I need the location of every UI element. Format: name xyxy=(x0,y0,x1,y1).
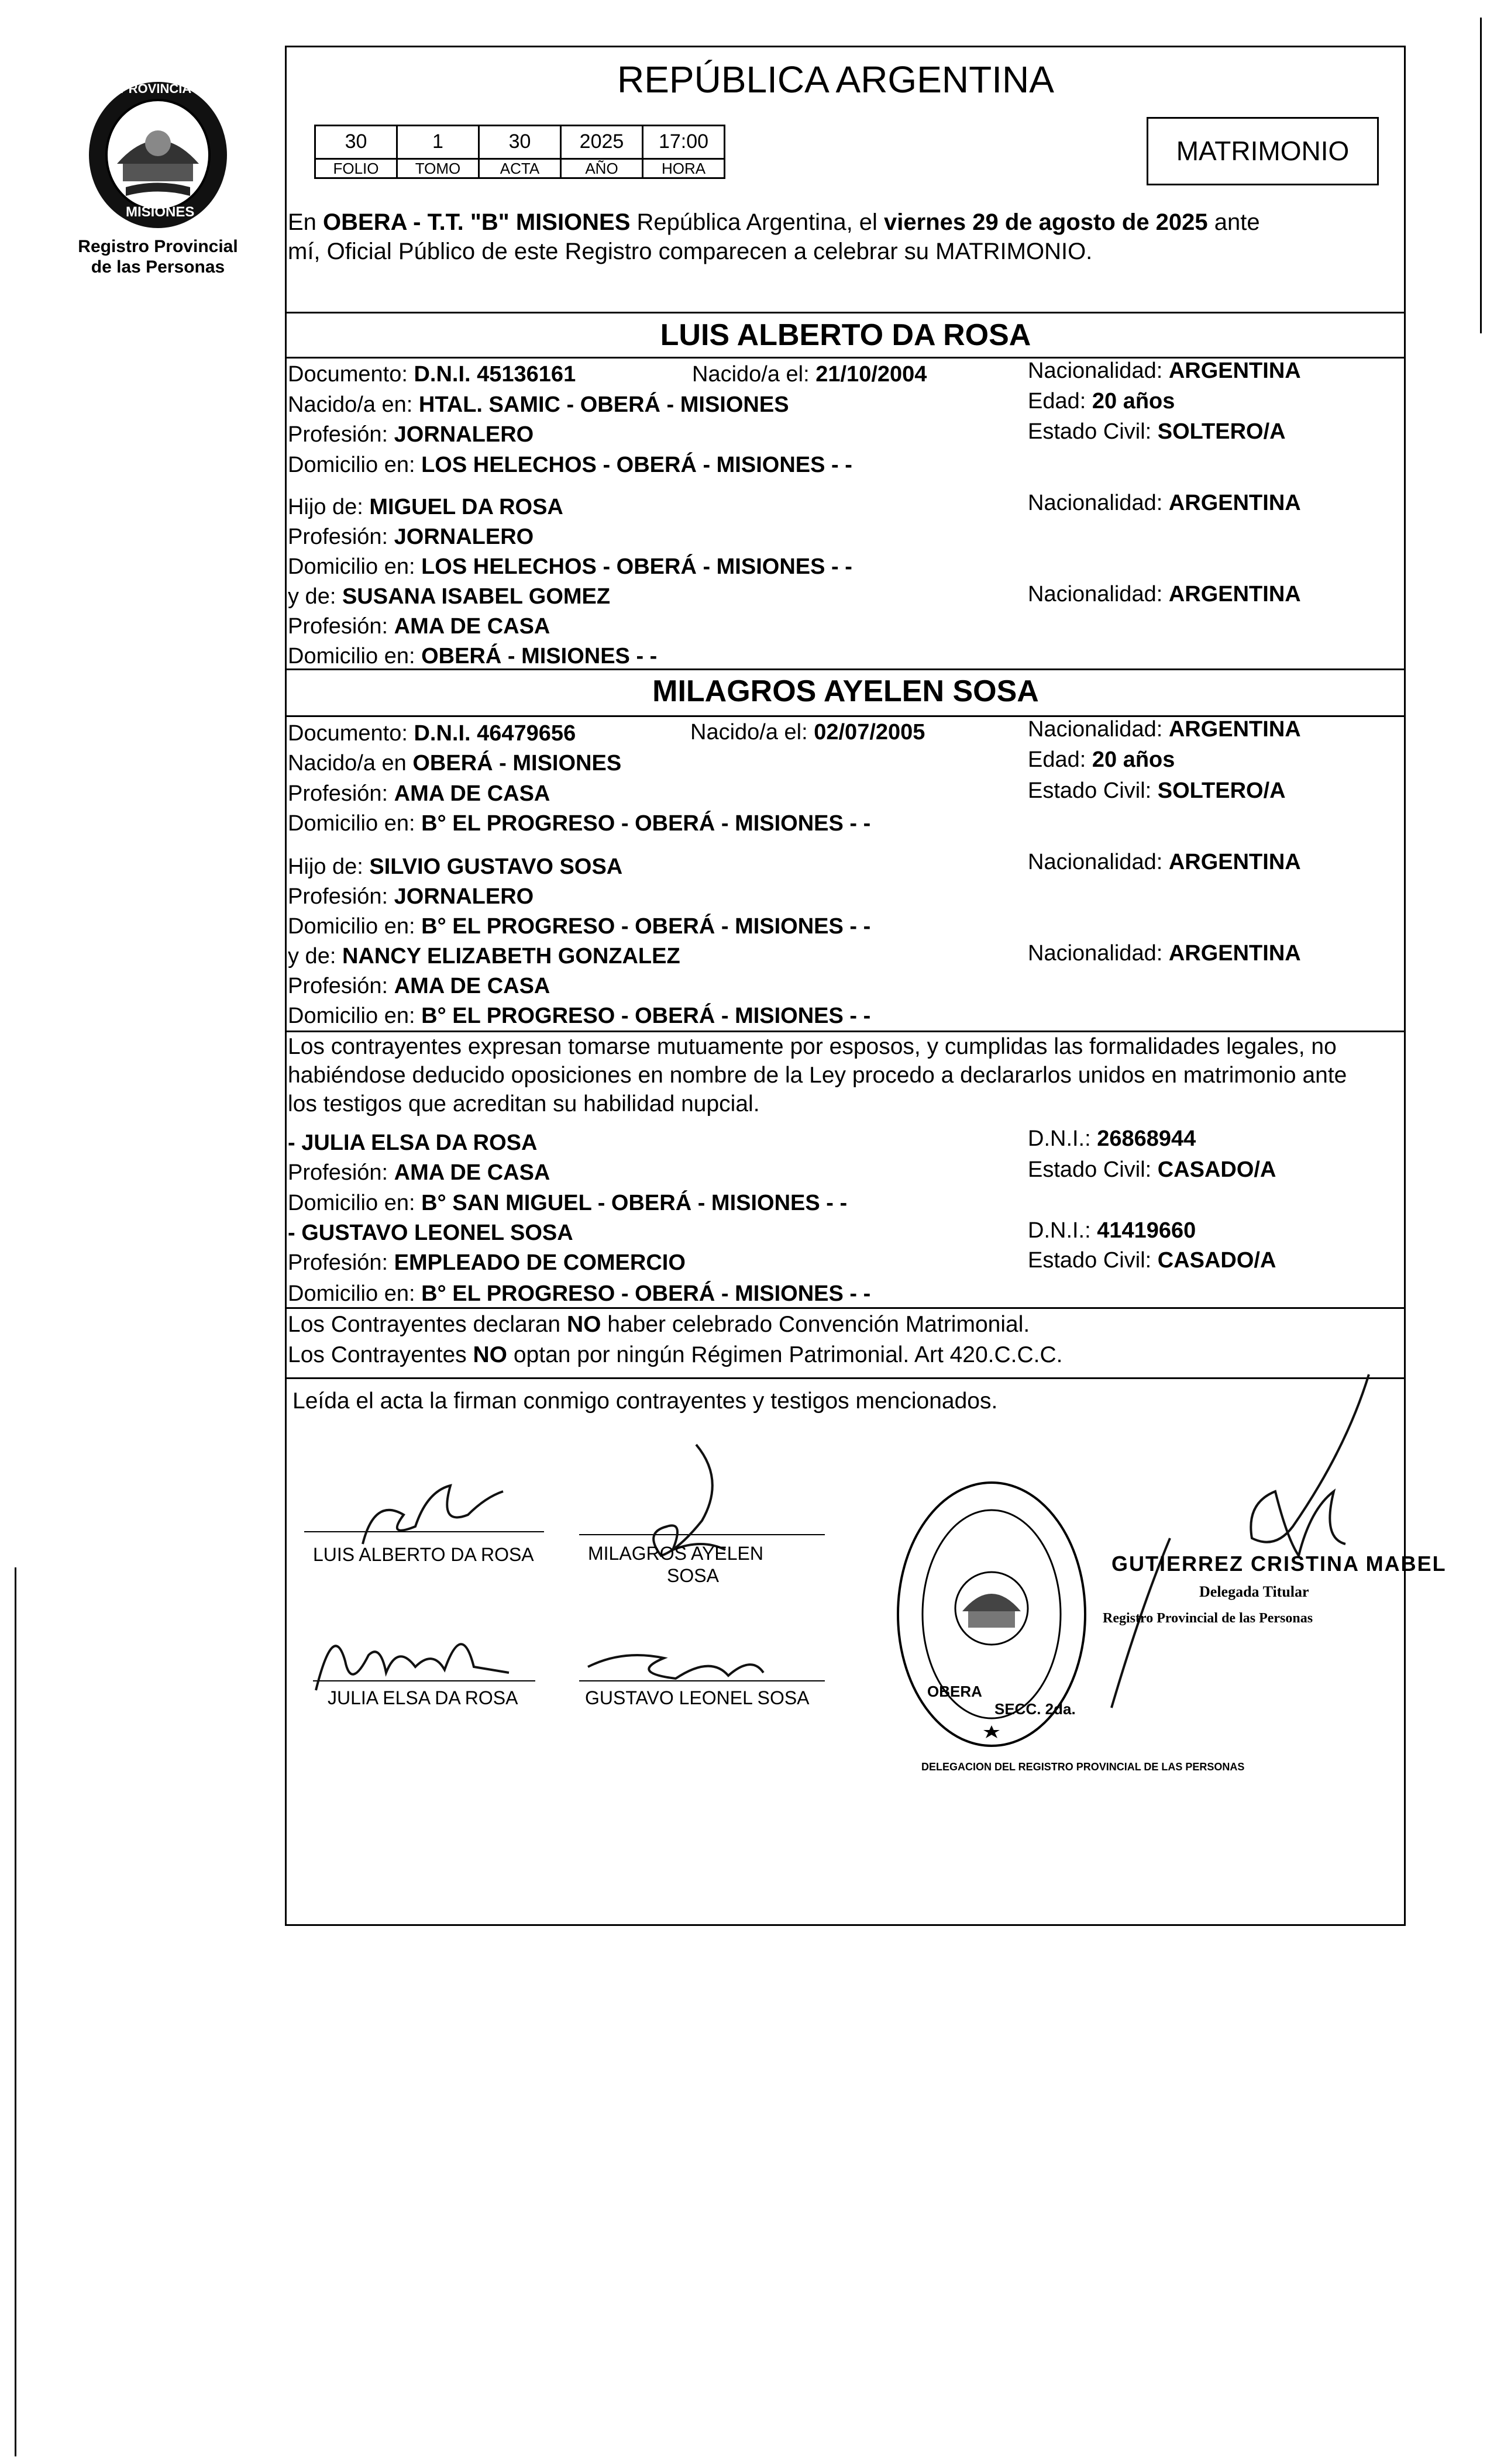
groom-father: Hijo de: MIGUEL DA ROSA xyxy=(288,495,563,519)
official-signature-scribble xyxy=(1100,1363,1392,1714)
declaration-line-3: los testigos que acreditan su habilidad nupcial. xyxy=(288,1091,760,1116)
witness-2-name: - GUSTAVO LEONEL SOSA xyxy=(288,1221,573,1245)
witness-2-civil-status: Estado Civil: CASADO/A xyxy=(1028,1248,1276,1273)
bride-signature-label-line2: SOSA xyxy=(667,1565,719,1586)
groom-mother-profession: Profesión: AMA DE CASA xyxy=(288,614,550,639)
intro-text-b: República Argentina, el xyxy=(630,209,884,235)
logo-caption-line1: Registro Provincial xyxy=(78,237,238,256)
act-type-box xyxy=(1147,117,1379,185)
official-name: GUTIERREZ CRISTINA MABEL xyxy=(1111,1552,1447,1576)
witness-1-civil-status: Estado Civil: CASADO/A xyxy=(1028,1157,1276,1182)
intro-text-c: ante xyxy=(1207,209,1260,235)
regime-line-2: Los Contrayentes NO optan por ningún Régimen Patrimonial. Art 420.C.C.C. xyxy=(288,1342,1063,1367)
bride-father-nationality: Nacionalidad: ARGENTINA xyxy=(1028,850,1301,874)
groom-mother-domicile: Domicilio en: OBERÁ - MISIONES - - xyxy=(288,644,658,668)
groom-profession: Profesión: JORNALERO xyxy=(288,422,534,447)
section-divider-bride-top xyxy=(285,668,1406,670)
intro-line-2: mí, Oficial Público de este Registro comparecen a celebrar su MATRIMONIO. xyxy=(288,239,1093,264)
groom-father-profession: Profesión: JORNALERO xyxy=(288,525,534,549)
intro-date: viernes 29 de agosto de 2025 xyxy=(884,209,1208,235)
witness-2-domicile: Domicilio en: B° EL PROGRESO - OBERÁ - MISIONES - - xyxy=(288,1281,871,1306)
seal-bottom-left: OBERA xyxy=(927,1683,982,1700)
witness-1-profession: Profesión: AMA DE CASA xyxy=(288,1160,550,1185)
declaration-line-1: Los contrayentes expresan tomarse mutuamente por esposos, y cumplidas las formalidades legales, no xyxy=(288,1034,1337,1059)
witness1-signature-label: JULIA ELSA DA ROSA xyxy=(328,1687,518,1708)
acta-value: 30 xyxy=(478,125,562,160)
groom-father-domicile: Domicilio en: LOS HELECHOS - OBERÁ - MISIONES - - xyxy=(288,554,852,579)
section-divider-regime-top xyxy=(285,1307,1406,1309)
frame-top-border xyxy=(285,46,1406,47)
groom-mother: y de: SUSANA ISABEL GOMEZ xyxy=(288,584,611,609)
bride-age: Edad: 20 años xyxy=(1028,747,1175,772)
closing-statement: Leída el acta la firman conmigo contrayentes y testigos mencionados. xyxy=(292,1388,998,1414)
folio-value: 30 xyxy=(314,125,398,160)
scan-edge-line-left xyxy=(15,1567,16,2456)
logo-ring-top: PROVINCIA DE xyxy=(120,81,213,96)
frame-bottom-border xyxy=(285,1924,1406,1926)
groom-document: Documento: D.N.I. 45136161 xyxy=(288,362,576,387)
groom-mother-nationality: Nacionalidad: ARGENTINA xyxy=(1028,582,1301,606)
groom-signature-scribble xyxy=(351,1474,515,1556)
scan-edge-line-right xyxy=(1480,18,1482,333)
witness-1-domicile: Domicilio en: B° SAN MIGUEL - OBERÁ - MISIONES - - xyxy=(288,1191,848,1215)
intro-text-a: En xyxy=(288,209,323,235)
logo-ring-bottom: MISIONES xyxy=(126,204,195,220)
bride-mother-domicile: Domicilio en: B° EL PROGRESO - OBERÁ - MISIONES - - xyxy=(288,1004,871,1028)
anio-label: AÑO xyxy=(560,158,643,179)
seal-ring-text: DELEGACION DEL REGISTRO PROVINCIAL DE LAS PERSONAS xyxy=(921,1761,1245,1773)
intro-place: OBERA - T.T. "B" MISIONES xyxy=(323,209,631,235)
document-title: REPÚBLICA ARGENTINA xyxy=(617,58,1054,101)
groom-nationality: Nacionalidad: ARGENTINA xyxy=(1028,359,1301,383)
regime-line-1: Los Contrayentes declaran NO haber celebrado Convención Matrimonial. xyxy=(288,1312,1030,1337)
bride-mother-profession: Profesión: AMA DE CASA xyxy=(288,974,550,998)
bride-domicile: Domicilio en: B° EL PROGRESO - OBERÁ - MISIONES - - xyxy=(288,811,871,836)
groom-name-heading: LUIS ALBERTO DA ROSA xyxy=(660,318,1031,352)
hora-value: 17:00 xyxy=(642,125,725,160)
groom-civil-status: Estado Civil: SOLTERO/A xyxy=(1028,419,1286,444)
bride-document: Documento: D.N.I. 46479656 xyxy=(288,721,576,746)
bride-mother-nationality: Nacionalidad: ARGENTINA xyxy=(1028,941,1301,966)
tomo-value: 1 xyxy=(396,125,480,160)
groom-father-nationality: Nacionalidad: ARGENTINA xyxy=(1028,491,1301,515)
logo-caption-line2: de las Personas xyxy=(91,257,225,277)
declaration-line-2: habiéndose deducido oposiciones en nombre de la Ley procedo a declararlos unidos en matrimonio ante xyxy=(288,1063,1347,1088)
section-divider-declaration-top xyxy=(285,1031,1406,1032)
tomo-label: TOMO xyxy=(396,158,480,179)
witness2-signature-scribble xyxy=(576,1632,775,1696)
groom-birthplace: Nacido/a en: HTAL. SAMIC - OBERÁ - MISIONES xyxy=(288,392,789,417)
bride-father-profession: Profesión: JORNALERO xyxy=(288,884,534,909)
witness-1-dni: D.N.I.: 26868944 xyxy=(1028,1126,1196,1151)
bride-birthplace: Nacido/a en OBERÁ - MISIONES xyxy=(288,751,622,776)
act-type-label: MATRIMONIO xyxy=(1176,136,1350,166)
bride-father: Hijo de: SILVIO GUSTAVO SOSA xyxy=(288,854,623,879)
intro-line-1 xyxy=(288,209,1260,235)
groom-domicile: Domicilio en: LOS HELECHOS - OBERÁ - MISIONES - - xyxy=(288,453,852,477)
bride-name-heading: MILAGROS AYELEN SOSA xyxy=(652,674,1039,708)
groom-birthdate: Nacido/a el: 21/10/2004 xyxy=(692,362,927,387)
bride-profession: Profesión: AMA DE CASA xyxy=(288,781,550,806)
groom-signature-label: LUIS ALBERTO DA ROSA xyxy=(313,1544,534,1565)
witness-2-dni: D.N.I.: 41419660 xyxy=(1028,1218,1196,1243)
witness-2-profession: Profesión: EMPLEADO DE COMERCIO xyxy=(288,1250,686,1275)
bride-civil-status: Estado Civil: SOLTERO/A xyxy=(1028,778,1286,803)
acta-label: ACTA xyxy=(478,158,562,179)
bride-birthdate: Nacido/a el: 02/07/2005 xyxy=(690,720,925,745)
official-role: Delegada Titular xyxy=(1199,1583,1309,1600)
bride-mother: y de: NANCY ELIZABETH GONZALEZ xyxy=(288,944,680,969)
section-divider-groom-top xyxy=(285,312,1406,313)
bride-father-domicile: Domicilio en: B° EL PROGRESO - OBERÁ - MISIONES - - xyxy=(288,914,871,939)
anio-value: 2025 xyxy=(560,125,643,160)
official-office: Registro Provincial de las Personas xyxy=(1103,1611,1313,1626)
hora-label: HORA xyxy=(642,158,725,179)
bride-nationality: Nacionalidad: ARGENTINA xyxy=(1028,717,1301,742)
witness2-signature-label: GUSTAVO LEONEL SOSA xyxy=(585,1687,810,1708)
witness-1-name: - JULIA ELSA DA ROSA xyxy=(288,1131,538,1155)
bride-signature-label-line1: MILAGROS AYELEN xyxy=(588,1543,763,1564)
groom-age: Edad: 20 años xyxy=(1028,389,1175,413)
folio-label: FOLIO xyxy=(314,158,398,179)
seal-bottom-right: SECC. 2da. xyxy=(994,1700,1076,1718)
